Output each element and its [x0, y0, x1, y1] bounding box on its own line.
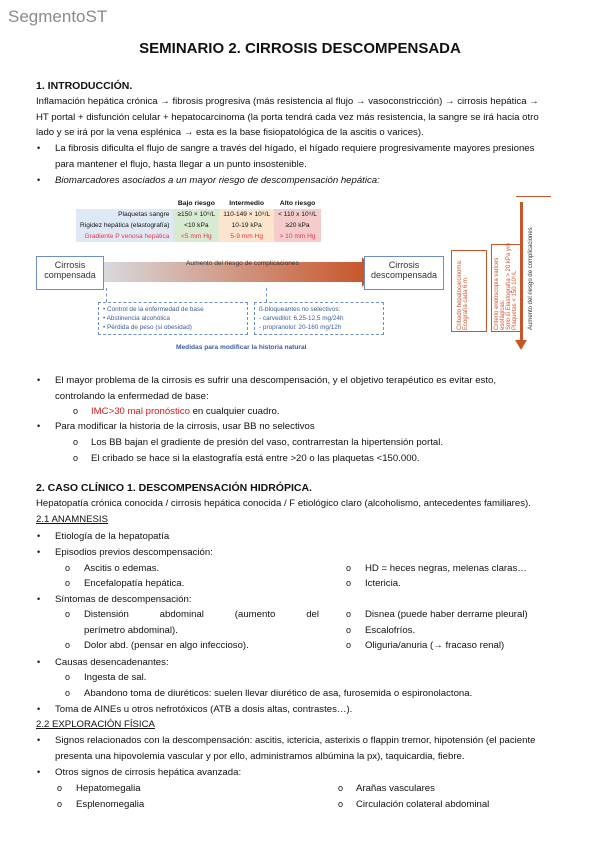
- watermark: SegmentoST: [8, 7, 108, 26]
- cell: 10-19 kPa: [219, 220, 274, 231]
- sub-bullet-icon: o: [57, 799, 63, 809]
- bullet-icon: •: [37, 657, 41, 667]
- bullet-icon: •: [37, 547, 41, 557]
- complications-text: Aumento del riesgo de complicaciones: [528, 227, 534, 330]
- connector: [106, 288, 108, 302]
- item-salt: Ingesta de sal.: [84, 672, 147, 683]
- cell: <5 mm Hg: [173, 231, 219, 242]
- page-title: SEMINARIO 2. CIRROSIS DESCOMPENSADA: [139, 40, 461, 57]
- item-ascitis: Ascitis o edemas.: [84, 563, 160, 574]
- cell: ≥20 kPa: [274, 220, 321, 231]
- bullet-icon: •: [37, 143, 41, 153]
- sub-bullet-icon: o: [65, 672, 71, 682]
- compensated-box: Cirrosis compensada: [36, 256, 104, 290]
- cell: 5-9 mm Hg: [219, 231, 274, 242]
- sub-bullet-bb-1: Los BB bajan el gradiente de presión del vaso, contrarrestan la hipertensión portal.: [91, 437, 443, 448]
- bullet-causes: Causas desencadenantes:: [55, 657, 169, 668]
- bullet-signs: Signos relacionados con la descompensación: ascitis, ictericia, asterixis o flappin tremor, hipotensión (el paciente presenta una hipovolemia vascular y por ello, administramos albúmina la px), taquicardia, fiebre.: [55, 735, 536, 762]
- section-2-heading: 2. CASO CLÍNICO 1. DESCOMPENSACIÓN HIDRÓPICA.: [36, 482, 312, 494]
- sub-bullet-icon: o: [73, 453, 79, 463]
- vertical-arrow: [520, 202, 523, 344]
- item-escalofrios: Escalofríos.: [365, 625, 416, 636]
- item-esplenomegalia: Esplenomegalia: [76, 799, 145, 810]
- item-diuretics: Abandono toma de diuréticos: suelen llevar diurético de asa, furosemida o espironolactona.: [84, 688, 473, 699]
- item-oliguria: Oliguria/anuria (→ fracaso renal): [365, 640, 505, 651]
- sub-bullet-icon: o: [346, 625, 352, 635]
- sub-bullet-icon: o: [65, 688, 71, 698]
- bullet-other-signs: Otros signos de cirrosis hepática avanzada:: [55, 767, 242, 778]
- bullet-biomarkers: Biomarcadores asociados a un mayor riesgo de descompensación hepática:: [55, 175, 380, 186]
- header-intermediate: Intermedio: [229, 200, 265, 207]
- cell: <10 kPa: [173, 220, 219, 231]
- row-label: Plaquetas sangre: [76, 209, 173, 220]
- sub-bullet-imc: IMC>30 mal pronóstico en cualquier cuadro.: [91, 406, 280, 417]
- bullet-previous-episodes: Episodios previos descompensación:: [55, 547, 213, 558]
- sub-bullet-icon: o: [65, 609, 71, 619]
- sub-bullet-icon: o: [338, 783, 344, 793]
- bullet-fibrosis: La fibrosis dificulta el flujo de sangre a través del hígado, el hígado requiere progresivamente mayores presiones para mantener el flujo, hasta llegar a un punto insostenible.: [55, 143, 535, 170]
- row-label: Rigidez hepática (elastografía): [76, 220, 173, 231]
- bullet-icon: •: [37, 421, 41, 431]
- bullet-etiology: Etiología de la hepatopatía: [55, 531, 170, 542]
- sub-bullet-icon: o: [346, 578, 352, 588]
- bullet-icon: •: [37, 767, 41, 777]
- row-label: Gradiente P venosa hepática: [76, 231, 173, 242]
- sub-bullet-icon: o: [65, 563, 71, 573]
- sub-bullet-icon: o: [346, 640, 352, 650]
- bullet-symptoms: Síntomas de descompensación:: [55, 594, 192, 605]
- base-disease-box: • Control de la enfermedad de base • Abstinencia alcohólica • Pérdida de peso (si obesidad): [98, 302, 248, 335]
- header-low-risk: Bajo riesgo: [177, 200, 215, 207]
- sub-bullet-icon: o: [73, 406, 79, 416]
- item-encephalopathy: Encefalopatía hepática.: [84, 578, 185, 589]
- sub-bullet-bb-2: El cribado se hace si la elastografía está entre >20 o las plaquetas <150.000.: [91, 453, 420, 464]
- cell: 110-149 × 10⁹/L: [219, 209, 274, 220]
- bullet-icon: •: [37, 375, 41, 385]
- item-disnea: Disnea (puede haber derrame pleural): [365, 609, 528, 620]
- item-hd: HD = heces negras, melenas claras…: [365, 563, 527, 574]
- bullet-icon: •: [37, 531, 41, 541]
- figure-caption: Medidas para modificar la historia natural: [176, 344, 307, 351]
- bullet-main-problem: El mayor problema de la cirrosis es sufrir una descompensación, y el objetivo terapéutico es evitar esto, controlando la enfermedad de base:: [55, 375, 496, 402]
- item-circulacion: Circulación colateral abdominal: [356, 799, 490, 810]
- beta-blocker-box: ß-bloqueantes no selectivos: - carvedilol: 6,25-12,5 mg/24h - propranolol: 20-160 mg/12h: [254, 302, 384, 335]
- item-hepatomegalia: Hepatomegalia: [76, 783, 141, 794]
- sub-bullet-icon: o: [346, 563, 352, 573]
- header-high-risk: Alto riesgo: [279, 200, 316, 207]
- bullet-icon: •: [37, 594, 41, 604]
- screening-text: Cribado hepatocarcinoma: Ecografía cada 6 m.: [457, 259, 469, 330]
- bullet-icon: •: [37, 735, 41, 745]
- item-distension: Distensión abdominal (aumento del perímetro abdominal).: [84, 609, 319, 636]
- cell: < 110 x 10⁹/L: [274, 209, 321, 220]
- cell: > 10 mm Hg: [274, 231, 321, 242]
- exploration-heading: 2.2 EXPLORACIÓN FÍSICA: [36, 719, 155, 730]
- sub-bullet-icon: o: [57, 783, 63, 793]
- bullet-aines: Toma de AINEs u otros nefrotóxicos (ATB a dosis altas, contrastes…).: [55, 704, 353, 715]
- sub-bullet-icon: o: [338, 799, 344, 809]
- anamnesis-heading: 2.1 ANAMNESIS: [36, 514, 108, 525]
- item-abd-pain: Dolor abd. (pensar en algo infeccioso).: [84, 640, 249, 651]
- top-line: [516, 196, 551, 197]
- intro-text: Inflamación hepática crónica → fibrosis progresiva (más resistencia al flujo → vasoconstricción) → cirrosis hepática → HT portal + disfunción celular + hepatocarcinoma (la porta tendrá cada vez más resistencia, la sangre se irá hacia otro lado y se irá por la vena esplénica → esta es la base fisiopatológica de la ascitis o varices).: [36, 96, 539, 139]
- endoscopy-text: Criterio endoscopia varices esofágicas: Solo si Elastografía > 20 kPa y/o Plaquetas < 150 10⁹/L: [494, 243, 518, 330]
- cell: ≥150 × 10⁹/L: [173, 209, 219, 220]
- sub-bullet-icon: o: [65, 640, 71, 650]
- item-ictericia: Ictericia.: [365, 578, 401, 589]
- risk-figure: [36, 190, 566, 360]
- bullet-icon: •: [37, 175, 41, 185]
- sub-bullet-icon: o: [73, 437, 79, 447]
- section-1-heading: 1. INTRODUCCIÓN.: [36, 80, 133, 92]
- sub-bullet-icon: o: [346, 609, 352, 619]
- bullet-bb: Para modificar la historia de la cirrosis, usar BB no selectivos: [55, 421, 315, 432]
- sub-bullet-icon: o: [65, 578, 71, 588]
- risk-table: [76, 198, 321, 242]
- bullet-icon: •: [37, 704, 41, 714]
- vertical-arrow-head: [515, 340, 527, 350]
- item-aranas: Arañas vasculares: [356, 783, 435, 794]
- case-intro: Hepatopatía crónica conocida / cirrosis hepática conocida / F etiológico claro (alcoholismo, antecedentes familiares).: [36, 498, 531, 509]
- connector: [266, 288, 268, 302]
- arrow-label: Aumento del riesgo de complicaciones: [186, 260, 299, 267]
- decompensated-box: Cirrosis descompensada: [364, 256, 444, 290]
